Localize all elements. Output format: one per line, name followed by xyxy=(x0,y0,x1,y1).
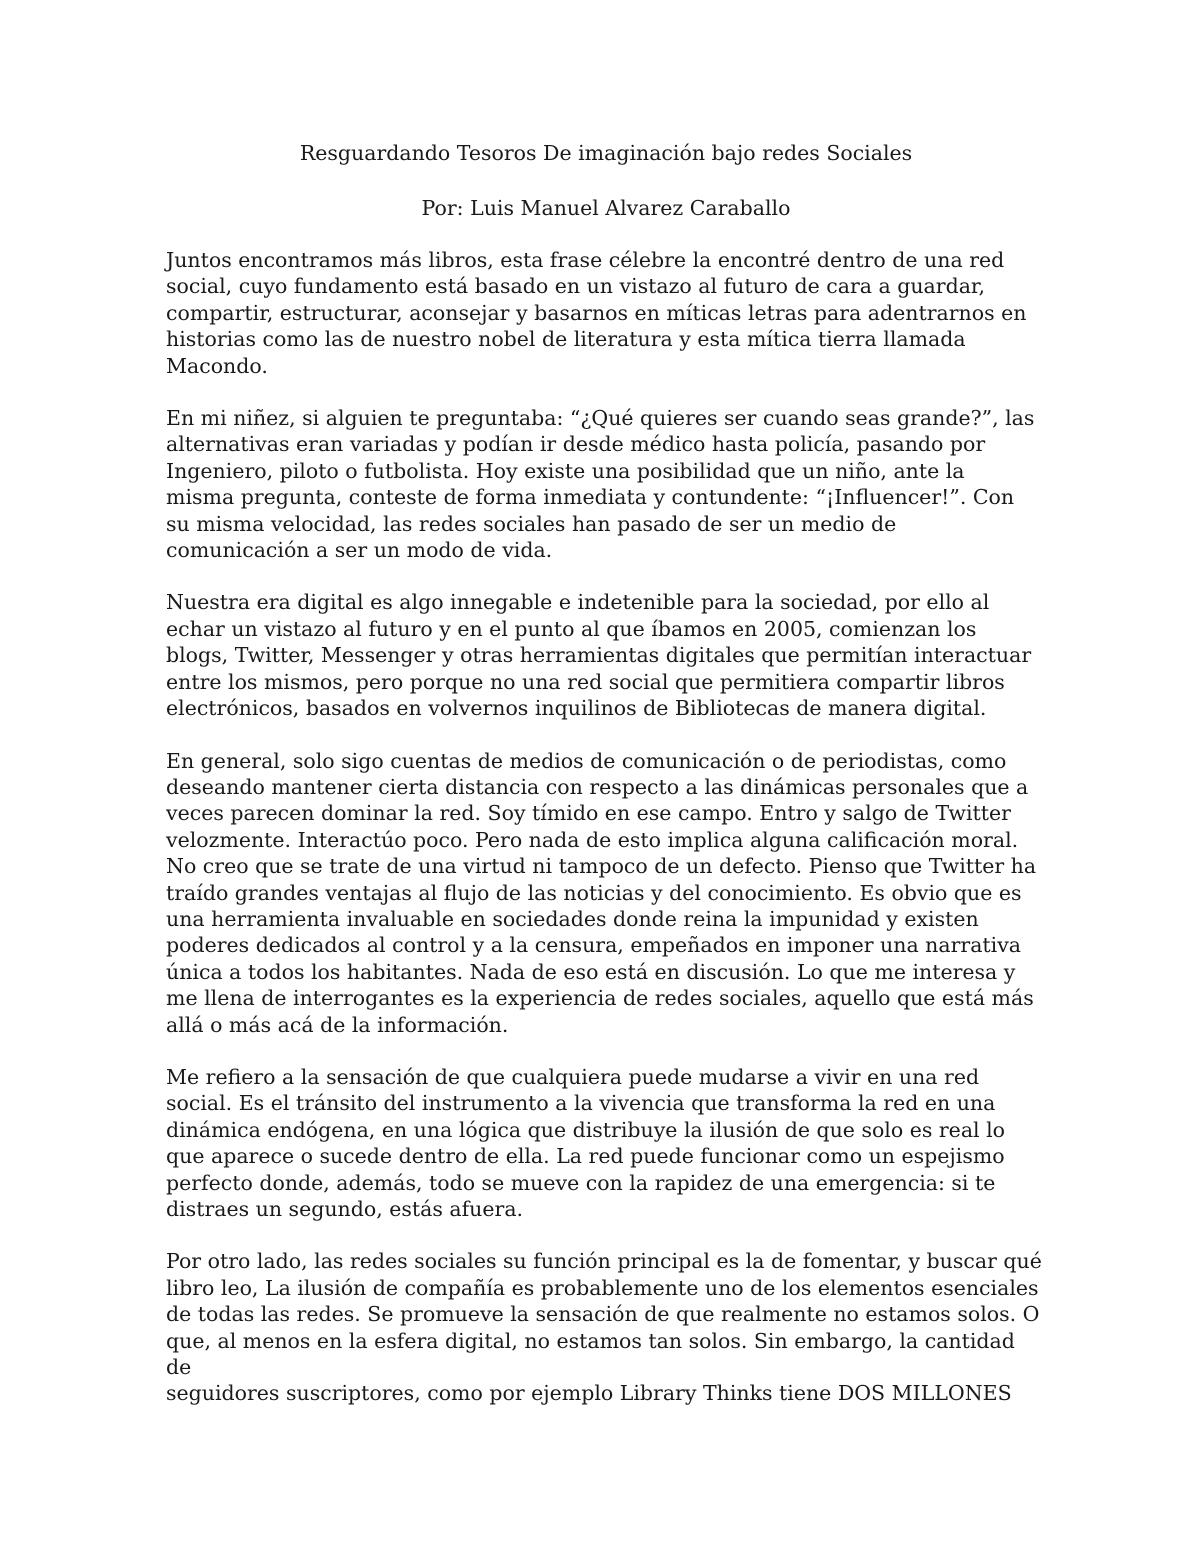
paragraph-3: Nuestra era digital es algo innegable e indetenible para la sociedad, por ello al echar un vistazo al futuro y en el punto al que íbamos en 2005, comienzan los blogs, Twitter, Messenger y otras herramientas digitales que permitían interactuar entre los mismos, pero porque no una red social que permitiera compartir libros electrónicos, basados en volvernos inquilinos de Bibliotecas de manera digital. xyxy=(166,590,1032,721)
paragraph-6: Por otro lado, las redes sociales su función principal es la de fomentar, y buscar qué libro leo, La ilusión de compañía es probablemente uno de los elementos esenciales de todas las redes. Se promueve la sensación de que realmente no estamos solos. O que, al menos en la esfera digital, no estamos tan solos. Sin embargo, la cantidad de seguidores suscriptores, como por ejemplo Library Thinks tiene DOS MILLONES xyxy=(166,1249,1042,1406)
document-page xyxy=(166,138,1046,1407)
paragraph-5: Me refiero a la sensación de que cualquiera puede mudarse a vivir en una red social. Es el tránsito del instrumento a la vivencia que transforma la red en una dinámica endógena, en una lógica que distribuye la ilusión de que solo es real lo que aparece o sucede dentro de ella. La red puede funcionar como un espejismo perfecto donde, además, todo se mueve con la rapidez de una emergencia: si te distraes un segundo, estás afuera. xyxy=(166,1064,1006,1221)
document-title: Resguardando Tesoros De imaginación bajo redes Sociales xyxy=(299,141,913,165)
paragraph-2: En mi niñez, si alguien te preguntaba: “¿Qué quieres ser cuando seas grande?”, las alternativas eran variadas y podían ir desde médico hasta policía, pasando por Ingeniero, piloto o futbolista. Hoy existe una posibilidad que un niño, ante la misma pregunta, conteste de forma inmediata y contundente: “¡Influencer!”. Con su misma velocidad, las redes sociales han pasado de ser un medio de comunicación a ser un modo de vida. xyxy=(166,406,1035,563)
document-author: Por: Luis Manuel Alvarez Caraballo xyxy=(421,196,791,220)
paragraph-4: En general, solo sigo cuentas de medios de comunicación o de periodistas, como deseando mantener cierta distancia con respecto a las dinámicas personales que a veces parecen dominar la red. Soy tímido en ese campo. Entro y salgo de Twitter velozmente. Interactúo poco. Pero nada de esto implica alguna calificación moral. No creo que se trate de una virtud ni tampoco de un defecto. Pienso que Twitter ha traído grandes ventajas al flujo de las noticias y del conocimiento. Es obvio que es una herramienta invaluable en sociedades donde reina la impunidad y existen poderes dedicados al control y a la censura, empeñados en imponer una narrativa única a todos los habitantes. Nada de eso está en discusión. Lo que me interesa y me llena de interrogantes es la experiencia de redes sociales, aquello que está más allá o más acá de la información. xyxy=(166,748,1037,1037)
paragraph-1: Juntos encontramos más libros, esta frase célebre la encontré dentro de una red social, cuyo fundamento está basado en un vistazo al futuro de cara a guardar, compartir, estructurar, aconsejar y basarnos en míticas letras para adentrarnos en historias como las de nuestro nobel de literatura y esta mítica tierra llamada Macondo. xyxy=(166,248,1027,378)
